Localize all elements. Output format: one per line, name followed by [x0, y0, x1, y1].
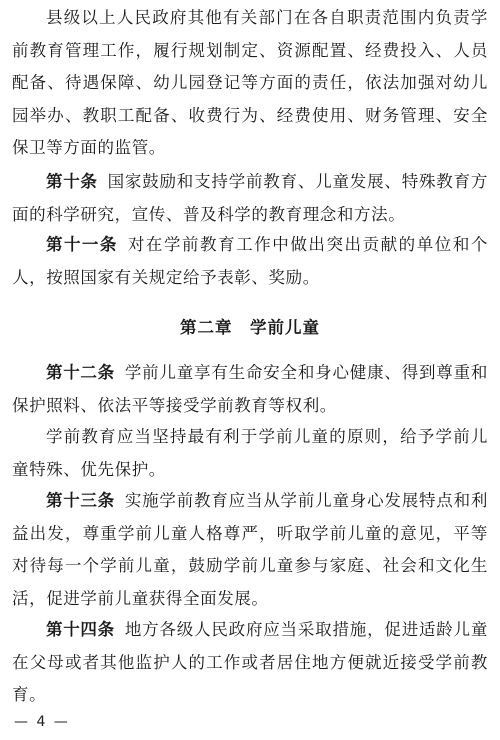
article-14-label: 第十四条	[46, 620, 115, 639]
article-10	[12, 166, 488, 231]
paragraph-department-duties: 县级以上人民政府其他有关部门在各自职责范围内负责学前教育管理工作，履行规划制定、资源配置、经费投入、人员配备、待遇保障、幼儿园登记等方面的责任，依法加强对幼儿园举办、教职工配备、收费行为、经费使用、财务管理、安全保卫等方面的监管。	[12, 8, 488, 157]
article-14-text: 地方各级人民政府应当采取措施，促进适龄儿童在父母或者其他监护人的工作或者居住地方便就近接受学前教育。	[12, 620, 489, 704]
article-10-label: 第十条	[46, 172, 98, 191]
article-12-paragraph-2: 学前教育应当坚持最有利于学前儿童的原则，给予学前儿童特殊、优先保护。	[12, 427, 488, 479]
article-11	[12, 229, 488, 294]
article-13-label: 第十三条	[46, 491, 115, 510]
article-12-text: 学前儿童享有生命安全和身心健康、得到尊重和保护照料、依法平等接受学前教育等权利。	[12, 363, 489, 415]
article-14	[12, 614, 488, 712]
chapter-title: 第二章 学前儿童	[180, 318, 320, 337]
article-12	[12, 357, 488, 422]
article-11-text: 对在学前教育工作中做出突出贡献的单位和个人，按照国家有关规定给予表彰、奖励。	[12, 235, 489, 287]
page-number: — 4 —	[14, 714, 70, 730]
article-11-label: 第十一条	[46, 235, 118, 254]
article-12-label: 第十二条	[46, 363, 115, 382]
article-13	[12, 485, 488, 615]
article-10-text: 国家鼓励和支持学前教育、儿童发展、特殊教育方面的科学研究，宣传、普及科学的教育理念和方法。	[12, 172, 489, 224]
article-13-text: 实施学前教育应当从学前儿童身心发展特点和利益出发，尊重学前儿童人格尊严，听取学前儿童的意见，平等对待每一个学前儿童，鼓励学前儿童参与家庭、社会和文化生活，促进学前儿童获得全面发展。	[12, 491, 489, 608]
